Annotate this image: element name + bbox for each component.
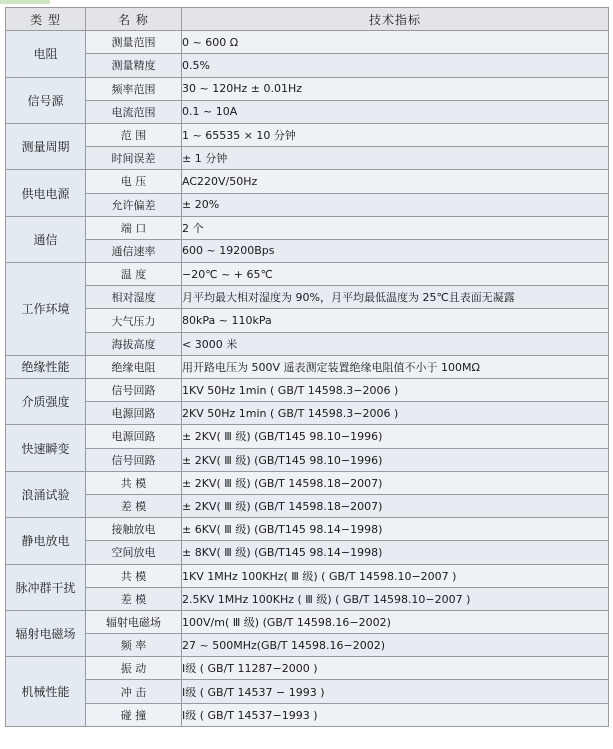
spec-value-cell: Ⅰ级 ( GB/T 14537 − 1993 ) (182, 680, 609, 703)
item-name-cell: 差 模 (86, 494, 182, 517)
table-row (6, 123, 609, 146)
item-name-cell: 海拔高度 (86, 332, 182, 355)
table-row (6, 587, 609, 610)
spec-value-cell: ± 2KV( Ⅲ 级) (GB/T 14598.18−2007) (182, 494, 609, 517)
table-row (6, 494, 609, 517)
table-row (6, 471, 609, 494)
table-row (6, 518, 609, 541)
spec-value-cell: −20℃ ~ + 65℃ (182, 263, 609, 286)
spec-value-cell: 2 个 (182, 216, 609, 239)
category-cell: 介质强度 (6, 379, 86, 425)
spec-value-cell: 80kPa ~ 110kPa (182, 309, 609, 332)
table-row (6, 100, 609, 123)
spec-value-cell: 0.5% (182, 54, 609, 77)
spec-value-cell: < 3000 米 (182, 332, 609, 355)
table-row (6, 239, 609, 262)
spec-value-cell: 1KV 50Hz 1min ( GB/T 14598.3−2006 ) (182, 379, 609, 402)
table-row (6, 286, 609, 309)
item-name-cell: 绝缘电阻 (86, 355, 182, 378)
category-cell: 机械性能 (6, 657, 86, 727)
item-name-cell: 冲 击 (86, 680, 182, 703)
header-name: 名 称 (86, 8, 182, 31)
spec-value-cell: ± 1 分钟 (182, 147, 609, 170)
item-name-cell: 接触放电 (86, 518, 182, 541)
table-row (6, 147, 609, 170)
item-name-cell: 差 模 (86, 587, 182, 610)
table-row (6, 448, 609, 471)
item-name-cell: 振 动 (86, 657, 182, 680)
spec-value-cell: 27 ~ 500MHz(GB/T 14598.16−2002) (182, 634, 609, 657)
category-cell: 浪涌试验 (6, 471, 86, 517)
item-name-cell: 大气压力 (86, 309, 182, 332)
item-name-cell: 通信速率 (86, 239, 182, 262)
item-name-cell: 碰 撞 (86, 703, 182, 726)
spec-value-cell: 用开路电压为 500V 遥表测定装置绝缘电阻值不小于 100MΩ (182, 355, 609, 378)
item-name-cell: 信号回路 (86, 448, 182, 471)
category-cell: 快速瞬变 (6, 425, 86, 471)
spec-value-cell: AC220V/50Hz (182, 170, 609, 193)
table-row (6, 193, 609, 216)
spec-value-cell: 1 ~ 65535 × 10 分钟 (182, 123, 609, 146)
category-cell: 通信 (6, 216, 86, 262)
item-name-cell: 频 率 (86, 634, 182, 657)
table-row (6, 680, 609, 703)
spec-value-cell: ± 6KV( Ⅲ 级) (GB/T145 98.14−1998) (182, 518, 609, 541)
spec-value-cell: ± 2KV( Ⅲ 级) (GB/T145 98.10−1996) (182, 425, 609, 448)
table-row (6, 31, 609, 54)
header-spec: 技术指标 (182, 8, 609, 31)
item-name-cell: 共 模 (86, 564, 182, 587)
item-name-cell: 信号回路 (86, 379, 182, 402)
table-row (6, 703, 609, 726)
category-cell: 供电电源 (6, 170, 86, 216)
item-name-cell: 测量精度 (86, 54, 182, 77)
item-name-cell: 频率范围 (86, 77, 182, 100)
table-row (6, 379, 609, 402)
item-name-cell: 电源回路 (86, 425, 182, 448)
spec-value-cell: 月平均最大相对湿度为 90%，月平均最低温度为 25℃且表面无凝露 (182, 286, 609, 309)
table-row (6, 309, 609, 332)
category-cell: 绝缘性能 (6, 355, 86, 378)
category-cell: 辐射电磁场 (6, 610, 86, 656)
item-name-cell: 电 压 (86, 170, 182, 193)
item-name-cell: 电流范围 (86, 100, 182, 123)
item-name-cell: 电源回路 (86, 402, 182, 425)
item-name-cell: 时间误差 (86, 147, 182, 170)
category-cell: 信号源 (6, 77, 86, 123)
spec-value-cell: 2KV 50Hz 1min ( GB/T 14598.3−2006 ) (182, 402, 609, 425)
spec-value-cell: 30 ~ 120Hz ± 0.01Hz (182, 77, 609, 100)
spec-value-cell: ± 20% (182, 193, 609, 216)
spec-value-cell: ± 8KV( Ⅲ 级) (GB/T145 98.14−1998) (182, 541, 609, 564)
category-cell: 测量周期 (6, 123, 86, 169)
table-row (6, 402, 609, 425)
spec-value-cell: ± 2KV( Ⅲ 级) (GB/T145 98.10−1996) (182, 448, 609, 471)
spec-table (5, 7, 609, 727)
table-row (6, 541, 609, 564)
spec-value-cell: Ⅰ级 ( GB/T 14537−1993 ) (182, 703, 609, 726)
table-row (6, 54, 609, 77)
spec-value-cell: Ⅰ级 ( GB/T 11287−2000 ) (182, 657, 609, 680)
spec-value-cell: 100V/m( Ⅲ 级) (GB/T 14598.16−2002) (182, 610, 609, 633)
category-cell: 脉冲群干扰 (6, 564, 86, 610)
table-body (6, 31, 609, 727)
spec-value-cell: 1KV 1MHz 100KHz( Ⅲ 级) ( GB/T 14598.10−2007 ) (182, 564, 609, 587)
category-cell: 静电放电 (6, 518, 86, 564)
item-name-cell: 空间放电 (86, 541, 182, 564)
table-header-row (6, 8, 609, 31)
table-row (6, 77, 609, 100)
table-row (6, 355, 609, 378)
table-row (6, 425, 609, 448)
spec-value-cell: 0 ~ 600 Ω (182, 31, 609, 54)
spec-value-cell: 2.5KV 1MHz 100KHz ( Ⅲ 级) ( GB/T 14598.10−2007 ) (182, 587, 609, 610)
table-row (6, 657, 609, 680)
item-name-cell: 端 口 (86, 216, 182, 239)
table-row (6, 216, 609, 239)
table-row (6, 263, 609, 286)
table-row (6, 332, 609, 355)
table-row (6, 634, 609, 657)
category-cell: 电阻 (6, 31, 86, 77)
table-row (6, 170, 609, 193)
item-name-cell: 允许偏差 (86, 193, 182, 216)
item-name-cell: 相对湿度 (86, 286, 182, 309)
header-type: 类 型 (6, 8, 86, 31)
spec-value-cell: ± 2KV( Ⅲ 级) (GB/T 14598.18−2007) (182, 471, 609, 494)
spec-value-cell: 600 ~ 19200Bps (182, 239, 609, 262)
spec-value-cell: 0.1 ~ 10A (182, 100, 609, 123)
table-row (6, 564, 609, 587)
category-cell: 工作环境 (6, 263, 86, 356)
item-name-cell: 温 度 (86, 263, 182, 286)
table-row (6, 610, 609, 633)
item-name-cell: 测量范围 (86, 31, 182, 54)
corner-mark (0, 0, 50, 4)
item-name-cell: 范 围 (86, 123, 182, 146)
item-name-cell: 共 模 (86, 471, 182, 494)
item-name-cell: 辐射电磁场 (86, 610, 182, 633)
